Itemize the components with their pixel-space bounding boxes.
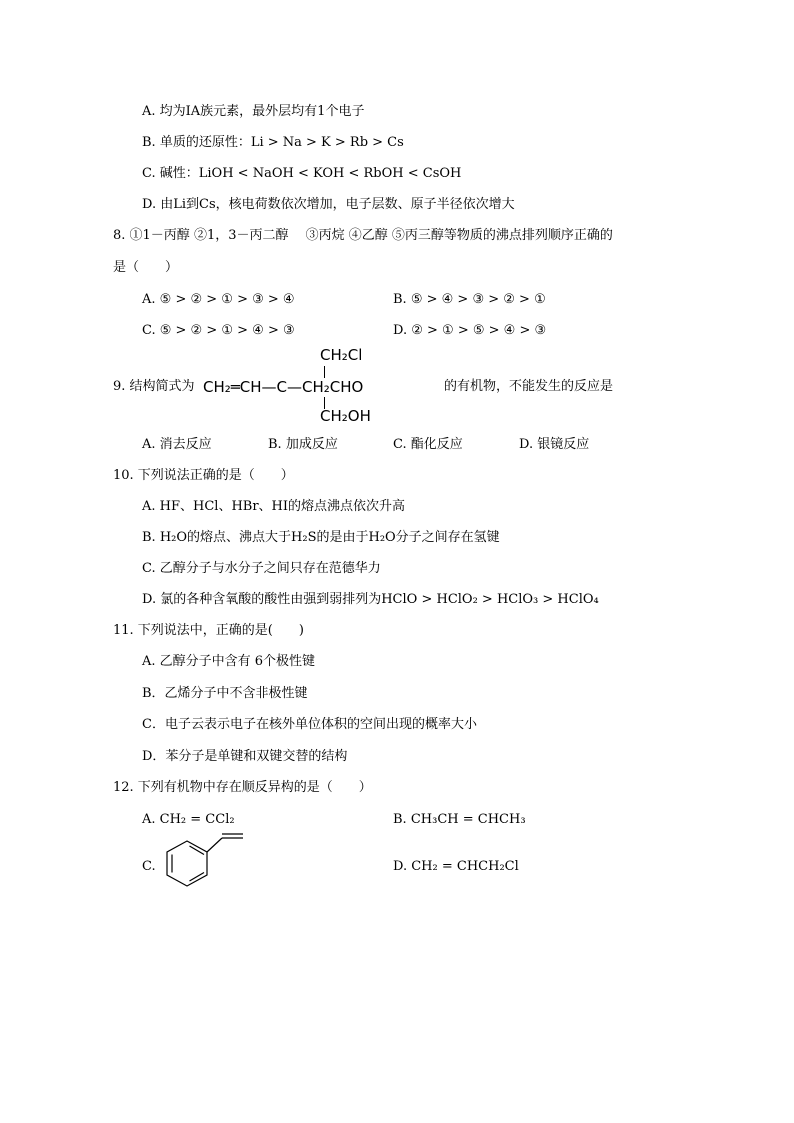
- q9-option-a: A. 消去反应: [142, 437, 212, 452]
- q11-option-a: A. 乙醇分子中含有 6个极性键: [142, 654, 316, 669]
- q8-option-a: A. ⑤ > ② > ① > ③ > ④: [142, 292, 295, 307]
- q10-option-b: B. H₂O的熔点、沸点大于H₂S的是由于H₂O分子之间存在氢键: [142, 530, 500, 545]
- q9-struct-bottom-group: CH₂OH: [320, 407, 371, 425]
- q8-option-b: B. ⑤ > ④ > ③ > ② > ①: [393, 292, 546, 307]
- q8-stem-line1: 8. ①1－丙醇 ②1，3－丙二醇 ③丙烷 ④乙醇 ⑤丙三醇等物质的沸点排列顺序正确的: [113, 228, 613, 243]
- q9-struct-top-bond: [324, 366, 325, 378]
- q9-stem-suffix: 的有机物，不能发生的反应是: [444, 379, 614, 394]
- q12-option-c: C.: [142, 859, 156, 874]
- q8-option-d: D. ② > ① > ⑤ > ④ > ③: [393, 323, 547, 338]
- styrene-structure: [160, 830, 250, 898]
- q8-option-c: C. ⑤ > ② > ① > ④ > ③: [142, 323, 295, 338]
- q8-stem-line2: 是（ ）: [113, 260, 179, 275]
- q11-option-b: B．乙烯分子中不含非极性键: [142, 686, 308, 701]
- q11-option-d: D．苯分子是单键和双键交替的结构: [142, 749, 348, 764]
- ring-inner-bond-3: [190, 846, 205, 855]
- q10-option-a: A. HF、HCl、HBr、HI的熔点沸点依次升高: [142, 499, 406, 514]
- q7-option-a: A. 均为ⅠA族元素，最外层均有1个电子: [142, 104, 365, 119]
- q10-option-d: D. 氯的各种含氧酸的酸性由强到弱排列为HClO > HClO₂ > HClO₃ > HClO₄: [142, 592, 599, 607]
- q10-stem: 10. 下列说法正确的是（ ）: [113, 468, 294, 483]
- ring-inner-bond-2: [190, 873, 205, 882]
- q9-option-d: D. 银镜反应: [519, 437, 590, 452]
- q10-option-c: C. 乙醇分子与水分子之间只存在范德华力: [142, 561, 381, 576]
- benzene-ring: [167, 841, 207, 886]
- q9-option-b: B. 加成反应: [268, 437, 338, 452]
- q7-option-c: C. 碱性：LiOH < NaOH < KOH < RbOH < CsOH: [142, 166, 462, 181]
- q9-struct-main-chain: CH₂═CH—C—CH₂CHO: [203, 378, 364, 396]
- q9-struct-top-group: CH₂Cl: [320, 346, 363, 364]
- q12-option-a: A. CH₂ = CCl₂: [142, 812, 235, 827]
- q7-option-b: B. 单质的还原性：Li > Na > K > Rb > Cs: [142, 135, 404, 150]
- q12-option-b: B. CH₃CH = CHCH₃: [393, 812, 526, 827]
- q11-option-c: C．电子云表示电子在核外单位体积的空间出现的概率大小: [142, 717, 477, 732]
- vinyl-single-bond: [207, 838, 222, 852]
- q9-stem-prefix: 9. 结构简式为: [113, 379, 195, 394]
- q12-stem: 12. 下列有机物中存在顺反异构的是（ ）: [113, 780, 372, 795]
- q7-option-d: D. 由Li到Cs，核电荷数依次增加，电子层数、原子半径依次增大: [142, 197, 515, 212]
- q11-stem: 11. 下列说法中，正确的是( ): [113, 623, 304, 638]
- q9-option-c: C. 酯化反应: [393, 437, 463, 452]
- q12-option-d: D. CH₂ = CHCH₂Cl: [393, 859, 519, 874]
- q9-structural-formula: [203, 346, 441, 426]
